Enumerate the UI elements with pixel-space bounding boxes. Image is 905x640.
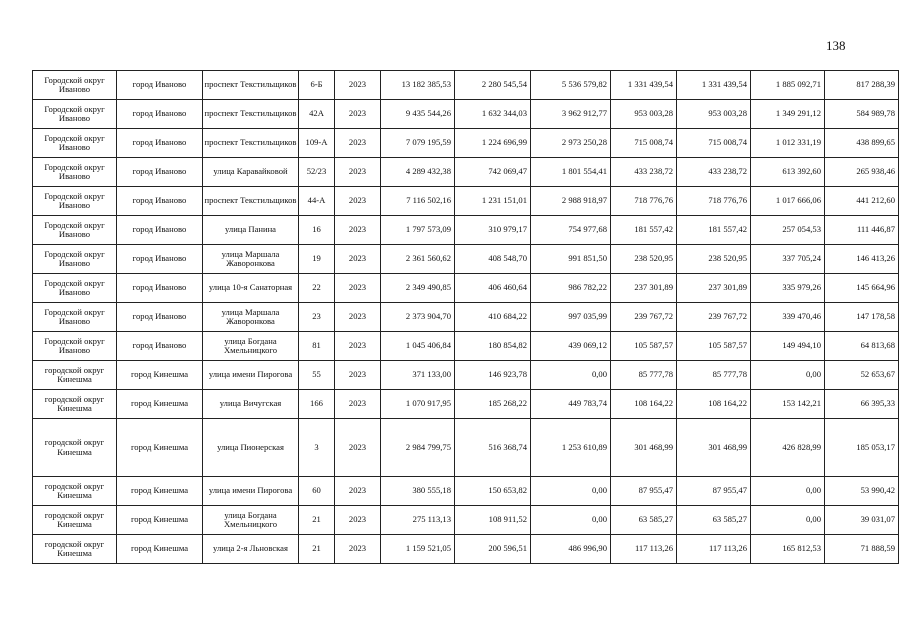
street-cell: улица Богдана Хмельницкого [203,506,299,535]
value-cell: 87 955,47 [611,477,677,506]
district-cell: Городской округ Иваново [33,274,117,303]
city-cell: город Иваново [117,332,203,361]
value-cell: 0,00 [751,477,825,506]
table-row [33,332,899,361]
table-row [33,390,899,419]
value-cell: 371 133,00 [381,361,455,390]
year-cell: 2023 [335,245,381,274]
house-cell: 19 [299,245,335,274]
table-row [33,361,899,390]
value-cell: 441 212,60 [825,187,899,216]
city-cell: город Иваново [117,100,203,129]
house-cell: 166 [299,390,335,419]
table-row [33,129,899,158]
year-cell: 2023 [335,332,381,361]
city-cell: город Кинешма [117,506,203,535]
value-cell: 105 587,57 [611,332,677,361]
value-cell: 39 031,07 [825,506,899,535]
value-cell: 2 349 490,85 [381,274,455,303]
value-cell: 111 446,87 [825,216,899,245]
value-cell: 1 331 439,54 [677,71,751,100]
district-cell: Городской округ Иваново [33,245,117,274]
house-cell: 3 [299,419,335,477]
district-cell: Городской округ Иваново [33,187,117,216]
city-cell: город Кинешма [117,535,203,564]
district-cell: городской округ Кинешма [33,506,117,535]
district-cell: Городской округ Иваново [33,129,117,158]
value-cell: 953 003,28 [611,100,677,129]
year-cell: 2023 [335,419,381,477]
value-cell: 433 238,72 [611,158,677,187]
value-cell: 408 548,70 [455,245,531,274]
value-cell: 5 536 579,82 [531,71,611,100]
value-cell: 63 585,27 [611,506,677,535]
value-cell: 63 585,27 [677,506,751,535]
value-cell: 165 812,53 [751,535,825,564]
house-cell: 23 [299,303,335,332]
table-row [33,274,899,303]
value-cell: 426 828,99 [751,419,825,477]
table-row [33,71,899,100]
house-cell: 22 [299,274,335,303]
value-cell: 1 045 406,84 [381,332,455,361]
value-cell: 715 008,74 [677,129,751,158]
city-cell: город Кинешма [117,477,203,506]
value-cell: 4 289 432,38 [381,158,455,187]
year-cell: 2023 [335,158,381,187]
street-cell: улица Богдана Хмельницкого [203,332,299,361]
value-cell: 85 777,78 [611,361,677,390]
value-cell: 71 888,59 [825,535,899,564]
value-cell: 339 470,46 [751,303,825,332]
value-cell: 953 003,28 [677,100,751,129]
year-cell: 2023 [335,216,381,245]
value-cell: 2 973 250,28 [531,129,611,158]
year-cell: 2023 [335,477,381,506]
year-cell: 2023 [335,71,381,100]
value-cell: 85 777,78 [677,361,751,390]
value-cell: 301 468,99 [611,419,677,477]
street-cell: улица Маршала Жаворонкова [203,245,299,274]
value-cell: 0,00 [531,477,611,506]
street-cell: улица имени Пирогова [203,361,299,390]
value-cell: 337 705,24 [751,245,825,274]
value-cell: 257 054,53 [751,216,825,245]
house-cell: 60 [299,477,335,506]
value-cell: 410 684,22 [455,303,531,332]
value-cell: 754 977,68 [531,216,611,245]
value-cell: 150 653,82 [455,477,531,506]
city-cell: город Иваново [117,245,203,274]
table-row [33,100,899,129]
city-cell: город Кинешма [117,419,203,477]
value-cell: 438 899,65 [825,129,899,158]
street-cell: улица Пионерская [203,419,299,477]
district-cell: городской округ Кинешма [33,390,117,419]
city-cell: город Кинешма [117,361,203,390]
value-cell: 238 520,95 [611,245,677,274]
house-cell: 44-А [299,187,335,216]
value-cell: 2 361 560,62 [381,245,455,274]
district-cell: Городской округ Иваново [33,216,117,245]
data-table [32,70,899,564]
year-cell: 2023 [335,535,381,564]
house-cell: 55 [299,361,335,390]
year-cell: 2023 [335,361,381,390]
value-cell: 718 776,76 [677,187,751,216]
year-cell: 2023 [335,100,381,129]
district-cell: Городской округ Иваново [33,332,117,361]
year-cell: 2023 [335,274,381,303]
value-cell: 66 395,33 [825,390,899,419]
year-cell: 2023 [335,506,381,535]
value-cell: 1 012 331,19 [751,129,825,158]
street-cell: улица Маршала Жаворонкова [203,303,299,332]
value-cell: 7 079 195,59 [381,129,455,158]
value-cell: 147 178,58 [825,303,899,332]
district-cell: городской округ Кинешма [33,419,117,477]
table-row [33,245,899,274]
district-cell: Городской округ Иваново [33,158,117,187]
city-cell: город Иваново [117,216,203,245]
value-cell: 718 776,76 [611,187,677,216]
value-cell: 986 782,22 [531,274,611,303]
value-cell: 87 955,47 [677,477,751,506]
value-cell: 265 938,46 [825,158,899,187]
value-cell: 301 468,99 [677,419,751,477]
table-row [33,535,899,564]
house-cell: 109-А [299,129,335,158]
house-cell: 21 [299,506,335,535]
street-cell: улица имени Пирогова [203,477,299,506]
value-cell: 275 113,13 [381,506,455,535]
value-cell: 613 392,60 [751,158,825,187]
value-cell: 0,00 [531,506,611,535]
value-cell: 2 984 799,75 [381,419,455,477]
street-cell: улица 2-я Льновская [203,535,299,564]
year-cell: 2023 [335,390,381,419]
value-cell: 584 989,78 [825,100,899,129]
value-cell: 0,00 [531,361,611,390]
value-cell: 2 988 918,97 [531,187,611,216]
street-cell: улица Панина [203,216,299,245]
value-cell: 149 494,10 [751,332,825,361]
value-cell: 1 632 344,03 [455,100,531,129]
city-cell: город Иваново [117,274,203,303]
value-cell: 991 851,50 [531,245,611,274]
street-cell: улица Вичугская [203,390,299,419]
city-cell: город Иваново [117,129,203,158]
district-cell: Городской округ Иваново [33,100,117,129]
value-cell: 335 979,26 [751,274,825,303]
value-cell: 1 253 610,89 [531,419,611,477]
value-cell: 1 801 554,41 [531,158,611,187]
house-cell: 52/23 [299,158,335,187]
year-cell: 2023 [335,129,381,158]
value-cell: 53 990,42 [825,477,899,506]
house-cell: 16 [299,216,335,245]
value-cell: 238 520,95 [677,245,751,274]
value-cell: 239 767,72 [677,303,751,332]
year-cell: 2023 [335,303,381,332]
street-cell: проспект Текстильщиков [203,187,299,216]
value-cell: 117 113,26 [611,535,677,564]
value-cell: 715 008,74 [611,129,677,158]
value-cell: 2 373 904,70 [381,303,455,332]
value-cell: 64 813,68 [825,332,899,361]
value-cell: 185 053,17 [825,419,899,477]
value-cell: 146 923,78 [455,361,531,390]
table-body [33,71,899,564]
value-cell: 1 231 151,01 [455,187,531,216]
value-cell: 0,00 [751,506,825,535]
value-cell: 516 368,74 [455,419,531,477]
value-cell: 108 164,22 [677,390,751,419]
value-cell: 1 159 521,05 [381,535,455,564]
value-cell: 9 435 544,26 [381,100,455,129]
value-cell: 153 142,21 [751,390,825,419]
value-cell: 1 349 291,12 [751,100,825,129]
value-cell: 145 664,96 [825,274,899,303]
value-cell: 117 113,26 [677,535,751,564]
table-row [33,506,899,535]
value-cell: 181 557,42 [677,216,751,245]
table-row [33,477,899,506]
table-row [33,158,899,187]
table-row [33,216,899,245]
house-cell: 21 [299,535,335,564]
value-cell: 239 767,72 [611,303,677,332]
district-cell: городской округ Кинешма [33,477,117,506]
value-cell: 108 164,22 [611,390,677,419]
value-cell: 237 301,89 [677,274,751,303]
value-cell: 406 460,64 [455,274,531,303]
city-cell: город Иваново [117,158,203,187]
district-cell: городской округ Кинешма [33,361,117,390]
value-cell: 1 070 917,95 [381,390,455,419]
value-cell: 486 996,90 [531,535,611,564]
value-cell: 105 587,57 [677,332,751,361]
value-cell: 13 182 385,53 [381,71,455,100]
value-cell: 380 555,18 [381,477,455,506]
value-cell: 742 069,47 [455,158,531,187]
value-cell: 7 116 502,16 [381,187,455,216]
street-cell: улица 10-я Санаторная [203,274,299,303]
value-cell: 997 035,99 [531,303,611,332]
value-cell: 185 268,22 [455,390,531,419]
house-cell: 6-Б [299,71,335,100]
value-cell: 1 224 696,99 [455,129,531,158]
year-cell: 2023 [335,187,381,216]
value-cell: 1 331 439,54 [611,71,677,100]
house-cell: 81 [299,332,335,361]
city-cell: город Иваново [117,187,203,216]
table-row [33,187,899,216]
city-cell: город Иваново [117,303,203,332]
value-cell: 1 017 666,06 [751,187,825,216]
value-cell: 817 288,39 [825,71,899,100]
district-cell: городской округ Кинешма [33,535,117,564]
value-cell: 146 413,26 [825,245,899,274]
city-cell: город Кинешма [117,390,203,419]
district-cell: Городской округ Иваново [33,71,117,100]
value-cell: 200 596,51 [455,535,531,564]
city-cell: город Иваново [117,71,203,100]
house-cell: 42А [299,100,335,129]
value-cell: 108 911,52 [455,506,531,535]
value-cell: 433 238,72 [677,158,751,187]
value-cell: 237 301,89 [611,274,677,303]
district-cell: Городской округ Иваново [33,303,117,332]
page-number: 138 [826,38,846,53]
street-cell: проспект Текстильщиков [203,100,299,129]
value-cell: 3 962 912,77 [531,100,611,129]
value-cell: 181 557,42 [611,216,677,245]
table-row [33,419,899,477]
street-cell: улица Каравайковой [203,158,299,187]
value-cell: 1 797 573,09 [381,216,455,245]
value-cell: 439 069,12 [531,332,611,361]
value-cell: 2 280 545,54 [455,71,531,100]
street-cell: проспект Текстильщиков [203,129,299,158]
value-cell: 180 854,82 [455,332,531,361]
table-row [33,303,899,332]
value-cell: 0,00 [751,361,825,390]
value-cell: 310 979,17 [455,216,531,245]
street-cell: проспект Текстильщиков [203,71,299,100]
value-cell: 1 885 092,71 [751,71,825,100]
value-cell: 449 783,74 [531,390,611,419]
value-cell: 52 653,67 [825,361,899,390]
